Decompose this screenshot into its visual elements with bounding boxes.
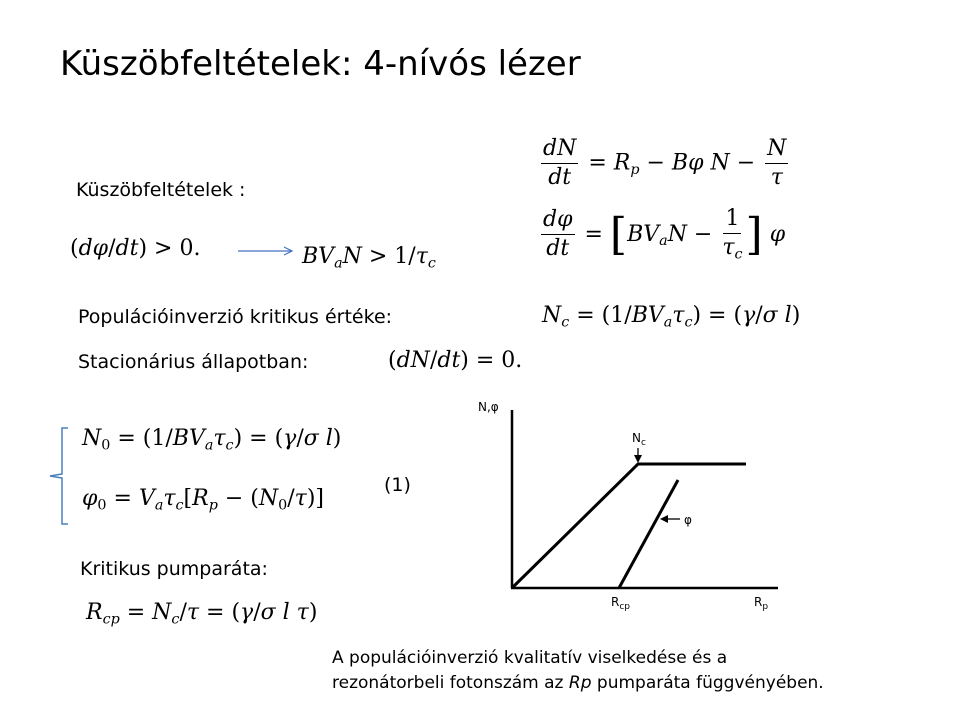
stationary-label: Stacionárius állapotban: xyxy=(78,351,309,373)
pump-label: Kritikus pumparáta: xyxy=(80,558,268,580)
equation-tag: (1) xyxy=(384,474,411,496)
critical-pump-equation: $R_{cp} = N_c/\tau = (\gamma/\sigma$ l τ) xyxy=(86,600,318,628)
inversion-label: Populációinverzió kritikus értéke: xyxy=(78,306,393,328)
caption-line-2: rezonátorbeli fotonszám az Rp pumparáta függvényében. xyxy=(332,673,824,693)
figure-caption xyxy=(332,646,824,696)
threshold-result: $BV_aN > 1/\tau_c$ xyxy=(302,244,436,272)
critical-inversion-equation: $N_c = (1/BV_a\tau_c) = (\gamma/\sigma$ l) xyxy=(542,303,801,331)
phi0-equation: $\varphi_0 = V_a\tau_c[R_p - (N_0/\tau)]$ xyxy=(82,486,325,514)
curve-phi xyxy=(619,480,678,588)
rate-equation-n: $\frac{dN}{dt}$ = $R_p - B\varphi$ N − $\frac{N}{\tau}$ xyxy=(543,136,787,190)
graph-phi-label: φ xyxy=(684,513,692,527)
graph-y-axis-label: N,φ xyxy=(478,400,499,414)
phi-pointer-head xyxy=(660,515,668,523)
graph-x-axis-label: $R_p$ xyxy=(754,595,769,612)
stationary-condition: (dN/dt) = 0. xyxy=(388,348,523,373)
inversion-graph xyxy=(478,400,778,612)
equation-brace xyxy=(50,428,68,524)
graph-nc-label: $N_c$ xyxy=(632,431,646,448)
threshold-condition: (dφ/dt) > 0. xyxy=(70,236,201,261)
caption-line-1: A populációinverzió kvalitatív viselkedése és a xyxy=(332,648,728,668)
threshold-label: Küszöbfeltételek : xyxy=(76,179,246,201)
rate-equation-phi: $\frac{d\varphi}{dt}$ = [$BV_aN$ − $\frac{1}{\tau_c}$ ] φ xyxy=(543,206,786,263)
graph-rcp-label: $R_{cp}$ xyxy=(611,595,631,612)
n0-equation: $N_0 = (1/BV_a\tau_c) = (\gamma/\sigma$ l) xyxy=(82,426,342,454)
implication-arrow xyxy=(238,247,292,255)
nc-pointer-head xyxy=(634,455,642,463)
page-title: Küszöbfeltételek: 4-nívós lézer xyxy=(60,44,581,84)
